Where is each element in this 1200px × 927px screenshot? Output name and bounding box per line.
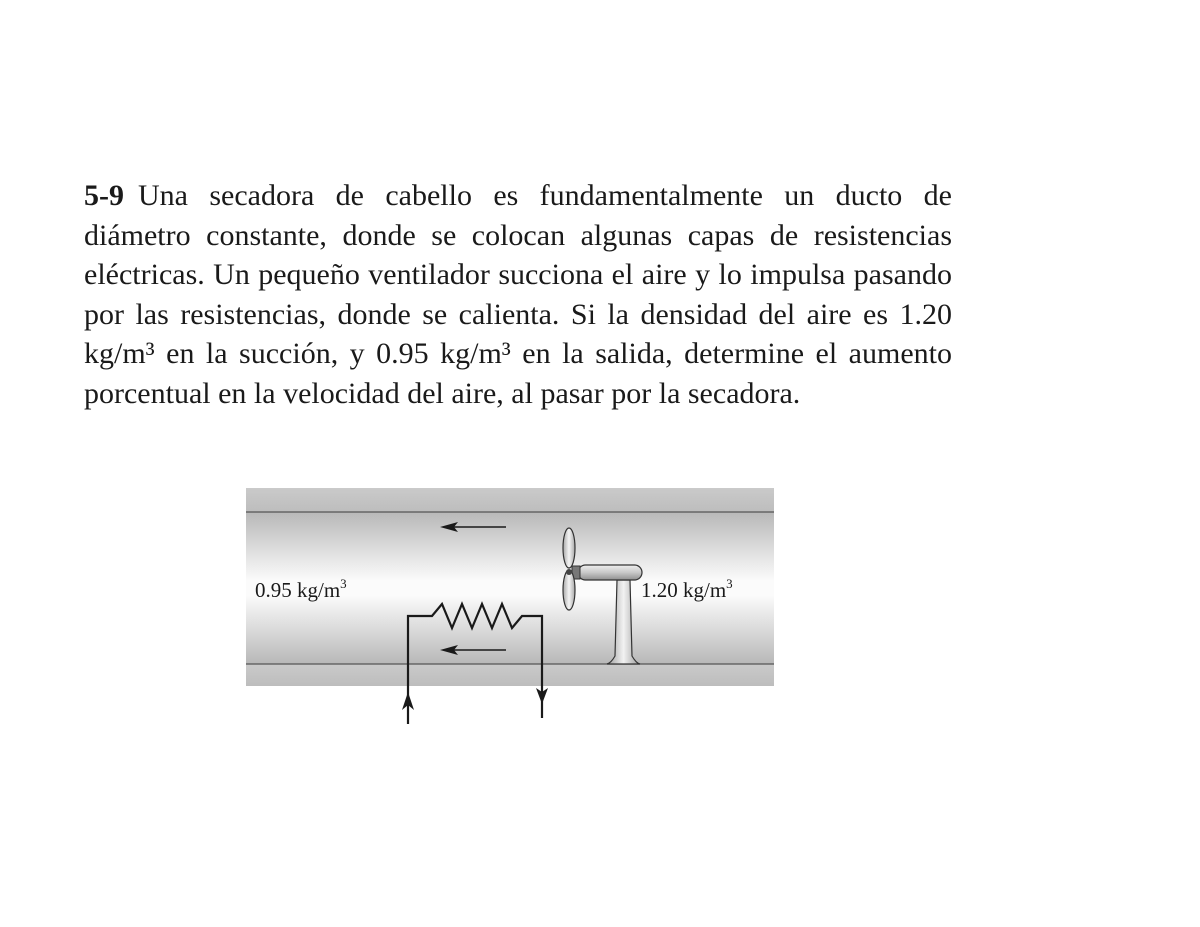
hair-dryer-figure <box>244 486 776 736</box>
problem-text: Una secadora de cabello es fundamentalmente un ducto de diámetro constante, donde se colocan algunas capas de resistencias eléctricas. Un pequeño ventilador succiona el aire y lo impulsa pasando por las resistencias, donde se calienta. Si la densidad del aire es 1.20 kg/m³ en la succión, y 0.95 kg/m³ en la salida, determine el aumento porcentual en la velocidad del aire, al pasar por la secadora. <box>84 179 952 410</box>
inlet-density-label: 1.20 $kg/m^3$ <box>641 576 733 602</box>
exit-density-label: 0.95 $kg/m^3$ <box>255 576 347 602</box>
problem-statement <box>84 176 952 413</box>
duct-bottom-wall <box>246 664 774 686</box>
problem-number: 5-9 <box>84 179 124 212</box>
hair-dryer-diagram <box>244 486 776 736</box>
duct-top-wall <box>246 488 774 512</box>
